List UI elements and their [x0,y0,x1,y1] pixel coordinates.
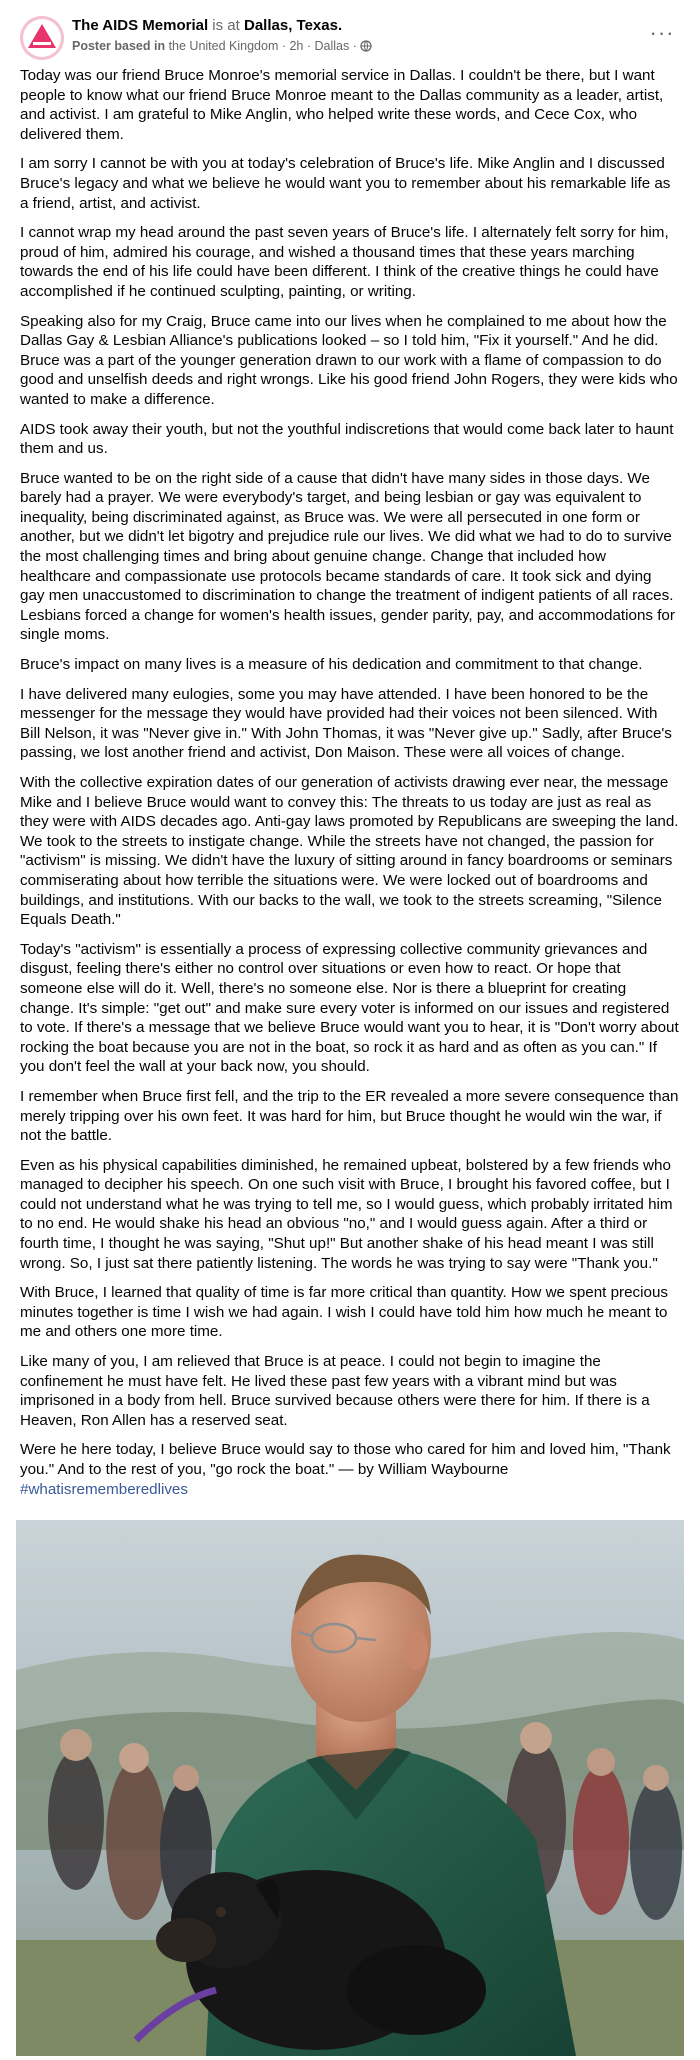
post-paragraph: Like many of you, I am relieved that Bruce is at peace. I could not begin to imagine the confinement he must have felt. He lived these past few years with a vibrant mind but was imprisoned in a body from hell. Bruce survived because others were there for him. If there is a Heaven, Ron Allen has a reserved seat. [20,1353,650,1429]
post-paragraph: I remember when Bruce first fell, and the trip to the ER revealed a more severe consequence than merely tripping over his own feet. It was hard for him, but Bruce thought he would win the war, if not the battle. [20,1087,679,1145]
post-paragraph: I cannot wrap my head around the past seven years of Bruce's life. I alternately felt sorry for him, proud of him, admired his courage, and wished a thousand times that these years marching towards the end of his life could have been different. I think of the creative things he could have accomplished if he continued sculpting, painting, or writing. [20,224,669,300]
post-photo[interactable] [16,1520,684,2056]
more-options-button[interactable]: ··· [649,20,675,45]
post-meta[interactable]: · 2h · Dallas · [278,39,361,53]
post-paragraph: AIDS took away their youth, but not the youthful indiscretions that would come back later to haunt them and us. [20,420,674,458]
post-title-line [72,16,612,36]
post-paragraph: Bruce's impact on many lives is a measure of his dedication and commitment to that change. [20,656,643,674]
post-paragraph: With the collective expiration dates of our generation of activists drawing ever near, the message Mike and I believe Bruce would want to convey this: The threats to us today are just as real as they were with AIDS decades ago. Anti-gay laws promoted by Republicans are sweeping the land. We took to the streets to instigate change. While the streets have not changed, the passion for "activism" is missing. We didn't have the luxury of sitting around in fancy boardrooms or seminars commiserating about how terrible the situations were. We were locked out of boardrooms and buildings, and institutions. With our backs to the wall, we took to the streets screaming, "Silence Equals Death." [20,774,679,929]
closing-text: Were he here today, I believe Bruce would say to those who cared for him and loved him, "Thank you." And to the rest of you, "go rock the boat." — by William Waybourne [20,1441,671,1478]
page-name-link[interactable]: The AIDS Memorial [72,17,209,34]
poster-country: the United Kingdom [165,39,279,53]
post-header-text [72,16,612,57]
hashtag-link[interactable]: #whatisrememberedlives [20,1480,188,1498]
checkin-connector: is at [208,17,244,34]
poster-based-label: Poster based in [72,39,166,53]
post-paragraph [20,1440,680,1499]
memorial-photo-illustration [16,1520,684,2056]
post-body [20,66,680,1499]
aids-memorial-logo-icon [20,16,64,60]
post-paragraph: Even as his physical capabilities diminished, he remained upbeat, bolstered by a few friends who managed to decipher his speech. On one such visit with Bruce, I brought his favored coffee, but I could not understand what he was trying to tell me, so I would guess, which probably irritated him to no end. He would shake his head an obvious "no," and I would guess again. After a third or fourth time, I thought he was saying, "Shut up!" But another shake of his head meant I was still wrong. So, I just sat there patiently listening. The words he was trying to say were "Thank you." [20,1156,673,1272]
post-paragraph: Speaking also for my Craig, Bruce came into our lives when he complained to me about how the Dallas Gay & Lesbian Alliance's publications looked – so I told him, "Fix it yourself." And he did. Bruce was a part of the younger generation drawn to our work with a flame of compassion to do good and unselfish deeds and right wrongs. Like his good friend John Rogers, they were kids who wanted to make a difference. [20,312,678,408]
post-paragraph: Bruce wanted to be on the right side of a cause that didn't have many sides in those days. We barely had a prayer. We were everybody's target, and being lesbian or gay was equivalent to inequality, being discriminated against, as Bruce was. We were all persecuted in one form or another, but we didn't let bigotry and prejudice rule our lives. We did what we had to do to survive the most challenging times and bring about genuine change. Change that included how healthcare and compassionate use protocols became standards of care. It took sick and dying gay men unaccustomed to discrimination to change the treatment of indigent patients of all races. Lesbians forced a change for women's health issues, gender parity, pay, and accommodations for single moms. [20,469,675,644]
post-paragraph: I am sorry I cannot be with you at today's celebration of Bruce's life. Mike Anglin and I discussed Bruce's legacy and what we believe he would want you to remember about his remarkable life as a friend, artist, and activist. [20,155,671,212]
post-header [20,14,680,62]
post-paragraph: I have delivered many eulogies, some you may have attended. I have been honored to be the messenger for the message they would have provided had their voices not been silenced. With Bill Nelson, it was "Never give in." With John Thomas, it was "Never give up." Sadly, after Bruce's passing, we lost another friend and activist, Don Maison. These were all voices of change. [20,685,672,762]
post-meta-line [72,37,612,57]
location-link[interactable]: Dallas, Texas. [244,17,343,34]
post-paragraph: Today was our friend Bruce Monroe's memorial service in Dallas. I couldn't be there, but I want people to know what our friend Bruce Monroe meant to the Dallas community as a leader, artist, and activist. I am grateful to Mike Anglin, who helped write these words, and Cece Cox, who delivered them. [20,67,664,143]
post-paragraph: Today's "activism" is essentially a process of expressing collective community grievances and disgust, feeling there's either no control over situations or even how to react. Or hope that someone else will do it. Well, there's no someone else. Nor is there a blueprint for creating change. It's simple: "get out" and make sure every voter is informed on our issues and registered to vote. If there's a message that we believe Bruce would want you to hear, it is "Don't worry about rocking the boat because you are not in the boat, so rock it as hard and as often as you can." If you don't feel the wall at your back now, you should. [20,940,679,1076]
post-paragraph: With Bruce, I learned that quality of time is far more critical than quantity. How we spent precious minutes together is time I wish we had again. I wish I could have told him how much he meant to me and others one more time. [20,1284,669,1341]
page-avatar[interactable] [20,16,64,60]
globe-icon [360,39,372,57]
